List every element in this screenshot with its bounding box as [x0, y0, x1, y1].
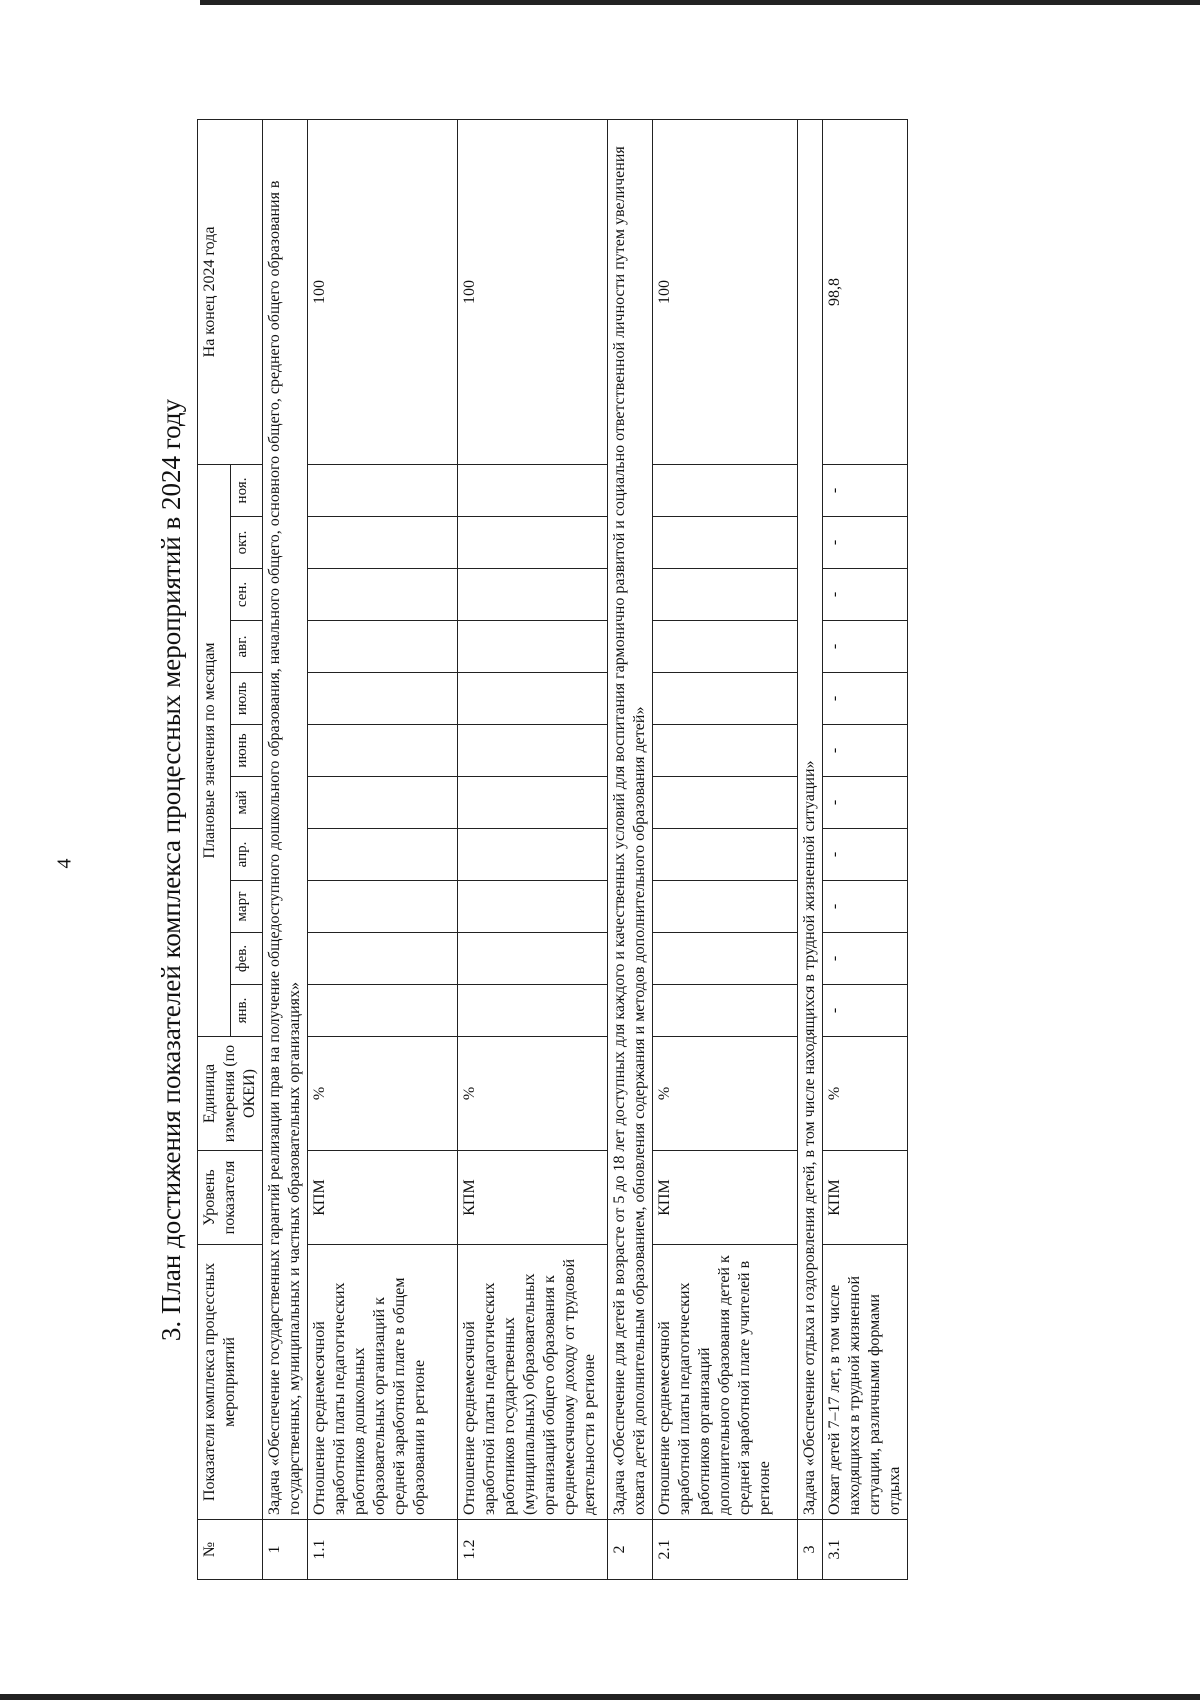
unit-cell: % [653, 1037, 798, 1151]
table-row [653, 119, 798, 1579]
header-month: окт. [231, 517, 263, 569]
header-indicator: Показатели комплекса процессных мероприятий [198, 1245, 263, 1520]
page-title: 3. План достижения показателей комплекса процессных мероприятий в 2024 году [156, 398, 186, 1342]
rotated-page [145, 120, 1135, 1580]
header-end-year: На конец 2024 года [198, 119, 263, 464]
month-value [308, 777, 458, 829]
end-year-value: 100 [458, 119, 608, 464]
task-number: 3 [798, 1520, 823, 1580]
month-value [308, 829, 458, 881]
indicator-name: Охват детей 7–17 лет, в том числе находящихся в трудной жизненной ситуации, различными формами отдыха [823, 1245, 908, 1520]
month-value [653, 933, 798, 985]
row-number: 3.1 [823, 1520, 908, 1580]
month-value [308, 569, 458, 621]
month-value [308, 933, 458, 985]
month-value [308, 464, 458, 516]
header-month: ноя. [231, 464, 263, 516]
month-value [308, 881, 458, 933]
unit-cell: % [308, 1037, 458, 1151]
month-value: - [823, 985, 908, 1037]
header-month: сен. [231, 569, 263, 621]
task-text: Задача «Обеспечение государственных гарантий реализации прав на получение общедоступного дошкольного образования, начального общего, основного общего, среднего общего образования в государственных, муниципальных и частных образовательных организациях» [263, 119, 308, 1519]
month-value [653, 725, 798, 777]
month-value: - [823, 829, 908, 881]
month-value [653, 881, 798, 933]
end-year-value: 98,8 [823, 119, 908, 464]
header-num: № [198, 1520, 263, 1580]
task-row [263, 119, 308, 1579]
header-month: авг. [231, 621, 263, 673]
table-row [823, 119, 908, 1579]
month-value [653, 569, 798, 621]
top-scan-border [200, 0, 1200, 5]
month-value: - [823, 881, 908, 933]
month-value [308, 985, 458, 1037]
month-value [308, 673, 458, 725]
end-year-value: 100 [653, 119, 798, 464]
task-number: 1 [263, 1520, 308, 1580]
header-month: янв. [231, 985, 263, 1037]
month-value [458, 933, 608, 985]
table-body [263, 119, 908, 1579]
month-value [653, 673, 798, 725]
task-text: Задача «Обеспечение для детей в возрасте от 5 до 18 лет доступных для каждого и качественных условий для воспитания гармонично развитой и социально ответственной личности путем увеличения охвата детей дополнительным образованием, обновления содержания и методов дополнительного образования детей» [608, 119, 653, 1519]
month-value [308, 517, 458, 569]
row-number: 2.1 [653, 1520, 798, 1580]
month-value [458, 673, 608, 725]
indicator-level: КПМ [458, 1151, 608, 1245]
row-number: 1.1 [308, 1520, 458, 1580]
month-value: - [823, 621, 908, 673]
month-value: - [823, 777, 908, 829]
task-number: 2 [608, 1520, 653, 1580]
month-value [308, 621, 458, 673]
month-value [653, 517, 798, 569]
indicator-level: КПМ [653, 1151, 798, 1245]
month-value [458, 725, 608, 777]
row-number: 1.2 [458, 1520, 608, 1580]
month-value [458, 777, 608, 829]
header-month: март [231, 881, 263, 933]
month-value [458, 464, 608, 516]
header-month: май [231, 777, 263, 829]
month-value: - [823, 517, 908, 569]
month-value [653, 464, 798, 516]
page-number: 4 [53, 858, 76, 869]
month-value: - [823, 725, 908, 777]
month-value [458, 881, 608, 933]
month-value: - [823, 464, 908, 516]
month-value: - [823, 933, 908, 985]
month-value [458, 569, 608, 621]
unit-cell: % [458, 1037, 608, 1151]
header-level: Уровень показателя [198, 1151, 263, 1245]
header-planned: Плановые значения по месяцам [198, 464, 231, 1036]
month-value: - [823, 569, 908, 621]
task-text: Задача «Обеспечение отдыха и оздоровления детей, в том числе находящихся в трудной жизненной ситуации» [798, 119, 823, 1519]
header-month: фев. [231, 933, 263, 985]
header-unit: Единица измерения (по ОКЕИ) [198, 1037, 263, 1151]
bottom-scan-border [0, 1694, 1200, 1700]
month-value: - [823, 673, 908, 725]
month-value [653, 985, 798, 1037]
month-value [308, 725, 458, 777]
month-value [653, 777, 798, 829]
header-month: июль [231, 673, 263, 725]
month-value [653, 621, 798, 673]
table-row [458, 119, 608, 1579]
task-row [798, 119, 823, 1579]
table-row [308, 119, 458, 1579]
indicator-level: КПМ [308, 1151, 458, 1245]
header-month: апр. [231, 829, 263, 881]
end-year-value: 100 [308, 119, 458, 464]
month-value [653, 829, 798, 881]
indicator-level: КПМ [823, 1151, 908, 1245]
task-row [608, 119, 653, 1579]
indicator-name: Отношение среднемесячной заработной платы педагогических работников государственных (муниципальных) образовательных организаций общего образования к среднемесячному доходу от трудовой деятельности в регионе [458, 1245, 608, 1520]
indicator-name: Отношение среднемесячной заработной платы педагогических работников организаций дополнительного образования детей к средней заработной плате учителей в регионе [653, 1245, 798, 1520]
header-month: июнь [231, 725, 263, 777]
plan-table [197, 119, 908, 1580]
month-value [458, 985, 608, 1037]
month-value [458, 829, 608, 881]
unit-cell: % [823, 1037, 908, 1151]
month-value [458, 517, 608, 569]
indicator-name: Отношение среднемесячной заработной платы педагогических работников дошкольных образовательных организаций к средней заработной плате в общем образовании в регионе [308, 1245, 458, 1520]
month-value [458, 621, 608, 673]
